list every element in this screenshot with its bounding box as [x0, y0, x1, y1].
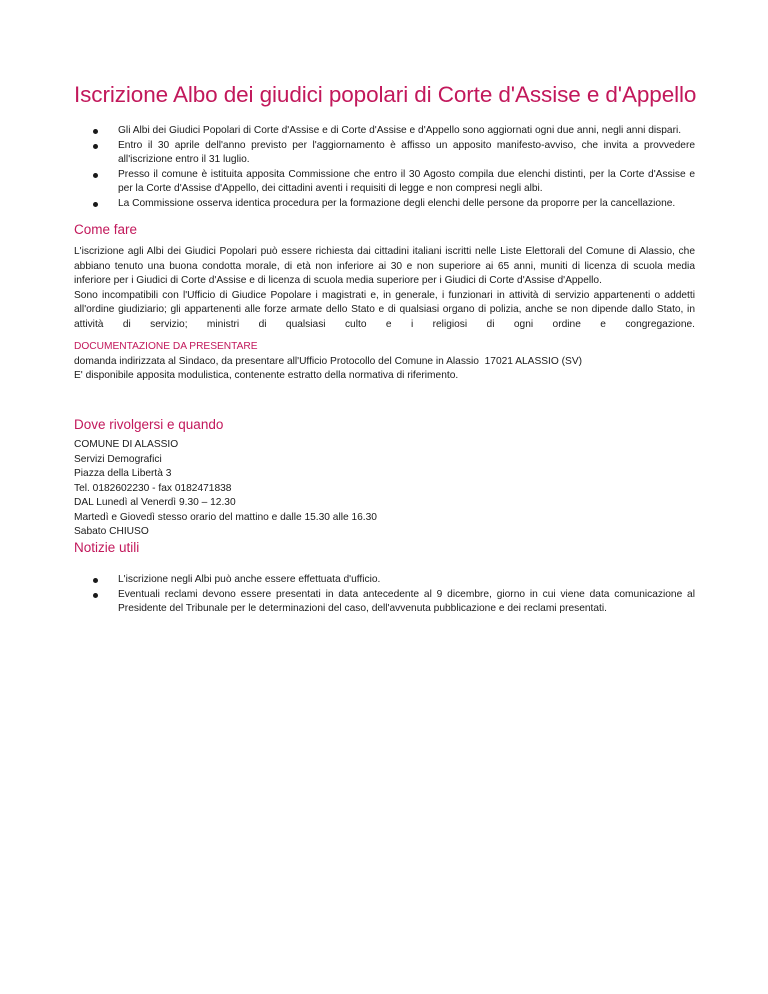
documentazione-line-2: E' disponibile apposita modulistica, contenente estratto della normativa di riferimento.	[74, 370, 459, 381]
list-item	[74, 197, 695, 212]
list-item	[74, 124, 695, 139]
office-name: COMUNE DI ALASSIO	[74, 439, 179, 450]
office-department: Servizi Demografici	[74, 453, 162, 465]
list-item-text: La Commissione osserva identica procedura per la formazione degli elenchi delle persone da proporre per la cancellazione.	[118, 197, 676, 209]
list-item	[74, 588, 695, 617]
list-item-text: Gli Albi dei Giudici Popolari di Corte d'Assise e di Corte d'Assise e d'Appello sono aggiornati ogni due anni, negli anni dispari.	[118, 125, 682, 136]
bullet-icon	[93, 202, 98, 207]
page-title: Iscrizione Albo dei giudici popolari di Corte d'Assise e d'Appello	[74, 82, 697, 107]
intro-list	[74, 124, 695, 211]
address-block	[74, 438, 695, 540]
intro-section	[74, 124, 695, 211]
section-heading: Come fare	[74, 222, 138, 237]
office-hours-saturday: Sabato CHIUSO	[74, 526, 149, 537]
bullet-icon	[93, 578, 98, 583]
bullet-icon	[93, 173, 98, 178]
office-hours-afternoon: Martedì e Giovedì stesso orario del mattino e dalle 15.30 alle 16.30	[74, 511, 377, 523]
list-item	[74, 168, 695, 197]
bullet-icon	[93, 144, 98, 149]
office-hours-weekdays: DAL Lunedì al Venerdì 9.30 – 12.30	[74, 497, 236, 508]
documentazione-heading: DOCUMENTAZIONE DA PRESENTARE	[74, 341, 258, 352]
dove-section	[74, 417, 695, 540]
list-item	[74, 139, 695, 168]
come-fare-section	[74, 222, 695, 332]
list-item-text: Eventuali reclami devono essere presentati in data antecedente al 9 dicembre, giorno in cui viene data comunicazione al Presidente del Tribunale per le determinazioni del caso, dell'avvenuta pubblicazione e dei reclami presentati.	[118, 588, 695, 614]
office-phone: Tel. 0182602230 - fax 0182471838	[74, 482, 232, 494]
section-heading: Dove rivolgersi e quando	[74, 417, 224, 432]
section-heading: Notizie utili	[74, 540, 140, 555]
list-item-text: Presso il comune è istituita apposita Commissione che entro il 30 Agosto compila due elenchi distinti, per la Corte d'Assise e per la Corte d'Assise d'Appello, dei cittadini aventi i requisiti di legge e non compresi negli albi.	[118, 168, 695, 194]
bullet-icon	[93, 129, 98, 134]
notizie-section	[74, 540, 695, 617]
documentazione-line-1: domanda indirizzata al Sindaco, da presentare all'Ufficio Protocollo del Comune in Alassio 17021 ALASSIO (SV)	[74, 355, 583, 367]
notizie-list	[74, 573, 695, 617]
list-item	[74, 573, 695, 588]
bullet-icon	[93, 593, 98, 598]
list-item-text: L'iscrizione negli Albi può anche essere effettuata d'ufficio.	[118, 574, 381, 585]
come-fare-paragraph-2: Sono incompatibili con l'Ufficio di Giudice Popolare i magistrati e, in generale, i funzionari in attività di servizio appartenenti o addetti all'ordine giudiziario; gli appartenenti alle forze armate dello Stato e di qualsiasi organo di polizia, anche se non dipende dallo Stato, in attività di servizio; ministri di qualsiasi culto e i religiosi di ogni ordine e congregazione.	[74, 289, 695, 330]
list-item-text: Entro il 30 aprile dell'anno previsto per l'aggiornamento è affisso un apposito manifesto-avviso, che invita a provvedere all'iscrizione entro il 31 luglio.	[118, 139, 695, 165]
come-fare-paragraph-1: L'iscrizione agli Albi dei Giudici Popolari può essere richiesta dai cittadini italiani iscritti nelle Liste Elettorali del Comune di Alassio, che abbiano tenuto una buona condotta morale, di età non inferiore ai 30 e non superiore ai 65 anni, muniti di licenza di scuola media inferiore per i Giudici di Corte d'Assise e di licenza di scuola media superiore per i Giudici di Corte d'Assise d'Appello.	[74, 246, 695, 286]
office-address: Piazza della Libertà 3	[74, 468, 172, 479]
documentazione-section	[74, 340, 695, 384]
